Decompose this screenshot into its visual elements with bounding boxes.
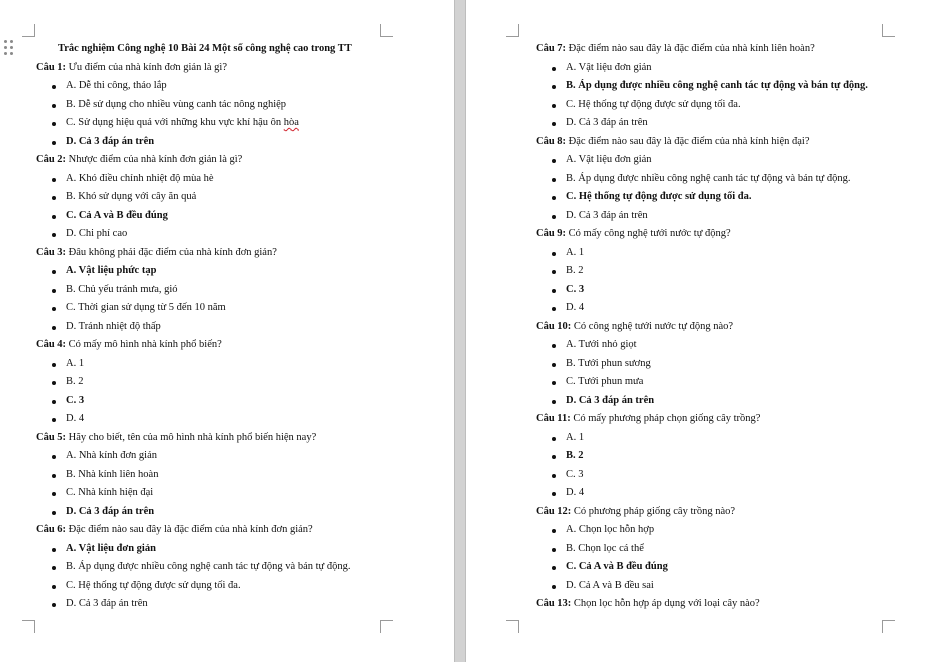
answer-option (36, 170, 436, 189)
answer-option (36, 595, 436, 614)
answer-option-text: D. Cả 3 đáp án trên (566, 394, 655, 406)
question-number: Câu 3: (36, 246, 67, 258)
answer-option-text: C. Thời gian sử dụng từ 5 đến 10 năm (66, 302, 226, 313)
question-text: Nhược điểm của nhà kính đơn giản là gì? (66, 154, 243, 165)
answer-options (536, 151, 926, 225)
question-heading (536, 133, 926, 152)
answer-option-text: B. Dễ sử dụng cho nhiều vùng canh tác nông nghiệp (66, 98, 287, 110)
answer-option-text: B. 2 (566, 450, 584, 461)
answer-option (536, 77, 926, 96)
answer-option (36, 392, 436, 411)
question-heading (36, 336, 436, 355)
answer-option (536, 114, 926, 133)
question-text: Có mấy phương pháp chọn giống cây trồng? (570, 413, 761, 424)
answer-option-text: C. Hệ thống tự động được sử dụng tối đa. (66, 579, 241, 591)
answer-option-text: B. Khó sử dụng với cây ăn quả (66, 191, 197, 202)
answer-option (36, 133, 436, 152)
answer-option (36, 96, 436, 115)
question-text: Đặc điểm nào sau đây là đặc điểm của nhà kính hiện đại? (566, 135, 810, 147)
answer-option-text: D. Cả 3 đáp án trên (66, 505, 155, 517)
question-number: Câu 7: (536, 43, 567, 54)
answer-option-text: D. Cả 3 đáp án trên (66, 598, 148, 609)
answer-option-text: C. 3 (566, 283, 585, 295)
page-content-right[interactable] (536, 40, 926, 614)
answer-option (536, 521, 926, 540)
answer-option (36, 540, 436, 559)
answer-option (536, 355, 926, 374)
answer-options (536, 429, 926, 503)
question-list-left (36, 59, 436, 614)
answer-option-text: B. Áp dụng được nhiều công nghệ canh tác tự động và bán tự động. (566, 172, 851, 184)
question-text: Chọn lọc hỗn hợp áp dụng với loại cây nào? (571, 598, 760, 609)
question-text: Đặc điểm nào sau đây là đặc điểm của nhà kính đơn giản? (66, 524, 313, 535)
answer-options (36, 262, 436, 336)
answer-option-text: B. Nhà kính liên hoàn (66, 468, 159, 480)
question-heading (536, 595, 926, 614)
question-number: Câu 9: (536, 228, 567, 239)
page-content-left[interactable] (36, 40, 436, 614)
margin-marker-bottom-left (506, 620, 519, 633)
answer-option (536, 188, 926, 207)
answer-option (36, 577, 436, 596)
question-heading (536, 225, 926, 244)
answer-options (36, 540, 436, 614)
answer-option-text: C. 3 (566, 468, 584, 480)
answer-option (536, 207, 926, 226)
question-text: Có phương pháp giống cây trồng nào? (571, 505, 736, 517)
question-heading (536, 318, 926, 337)
answer-options (36, 170, 436, 244)
page-gap (454, 0, 466, 662)
question-heading (36, 244, 436, 263)
document-page-left (0, 0, 454, 662)
margin-marker-top-right (380, 24, 393, 37)
answer-option (536, 373, 926, 392)
answer-option-text: D. Cả 3 đáp án trên (66, 135, 155, 147)
margin-marker-top-left (506, 24, 519, 37)
answer-option (536, 429, 926, 448)
answer-option (536, 170, 926, 189)
answer-options (36, 447, 436, 521)
answer-option (36, 503, 436, 522)
question-heading (536, 503, 926, 522)
question-list-right (536, 40, 926, 614)
answer-option (36, 77, 436, 96)
question-text: Ưu điểm của nhà kính đơn giản là gì? (66, 61, 227, 73)
answer-option (536, 281, 926, 300)
answer-option (536, 447, 926, 466)
question-text: Đặc điểm nào sau đây là đặc điểm của nhà kính liên hoàn? (566, 43, 815, 54)
answer-option-text: B. Áp dụng được nhiều công nghệ canh tác tự động và bán tự động. (566, 80, 868, 91)
answer-option-text: C. Cả A và B đều đúng (66, 209, 168, 221)
answer-option-text: A. Vật liệu đơn giản (566, 154, 652, 165)
answer-option (36, 281, 436, 300)
question-heading (36, 429, 436, 448)
answer-option-text: D. Cả 3 đáp án trên (566, 209, 648, 221)
answer-options (36, 355, 436, 429)
answer-option (36, 355, 436, 374)
answer-option-text: C. Tưới phun mưa (566, 376, 644, 387)
question-text: Có công nghệ tưới nước tự động nào? (571, 320, 734, 332)
answer-option (36, 262, 436, 281)
answer-option (536, 96, 926, 115)
answer-option (536, 299, 926, 318)
answer-option-text: C. Hệ thống tự động được sử dụng tối đa. (566, 191, 752, 202)
margin-marker-top-left (22, 24, 35, 37)
question-number: Câu 13: (536, 598, 572, 609)
answer-option-text: A. Dễ thi công, tháo lắp (66, 80, 167, 91)
answer-option-text: B. Áp dụng được nhiều công nghệ canh tác tự động và bán tự động. (66, 561, 351, 572)
answer-option-text: D. Cả 3 đáp án trên (566, 117, 648, 128)
answer-option (536, 262, 926, 281)
answer-option-text: A. Vật liệu đơn giản (66, 542, 156, 554)
answer-option (536, 244, 926, 263)
answer-option-text: D. 4 (66, 413, 85, 424)
answer-option (536, 336, 926, 355)
answer-option-text: A. 1 (66, 357, 85, 369)
answer-option-text: D. Cả A và B đều sai (566, 579, 654, 591)
answer-option-text: B. Chủ yếu tránh mưa, gió (66, 283, 178, 295)
margin-marker-bottom-right (882, 620, 895, 633)
answer-option-text: D. 4 (566, 302, 585, 313)
question-number: Câu 12: (536, 505, 572, 517)
answer-option-text: A. Khó điều chỉnh nhiệt độ mùa hè (66, 172, 214, 184)
answer-option-text: D. Chi phí cao (66, 228, 128, 239)
spelling-flagged-word[interactable]: hòa (283, 117, 299, 128)
answer-option (536, 540, 926, 559)
answer-option-text: A. Nhà kính đơn giản (66, 450, 157, 461)
answer-option (36, 225, 436, 244)
question-text: Đâu không phải đặc điểm của nhà kính đơn giản? (66, 246, 277, 258)
answer-option (36, 114, 436, 133)
question-text: Có mấy mô hình nhà kính phổ biến? (66, 339, 222, 350)
answer-options (536, 521, 926, 595)
question-number: Câu 2: (36, 154, 67, 165)
answer-option (36, 484, 436, 503)
answer-options (36, 77, 436, 151)
question-heading (536, 410, 926, 429)
answer-option (536, 151, 926, 170)
answer-option-text: B. 2 (566, 265, 584, 276)
answer-option (36, 373, 436, 392)
answer-option-text: C. Sử dụng hiệu quả với những khu vực khí hậu ôn (66, 117, 284, 128)
answer-option-text: A. 1 (566, 246, 585, 258)
answer-options (536, 59, 926, 133)
answer-options (536, 244, 926, 318)
answer-option (36, 299, 436, 318)
answer-option-text: A. Tưới nhỏ giọt (566, 339, 637, 350)
document-title: Trắc nghiệm Công nghệ 10 Bài 24 Một số công nghệ cao trong TT (58, 43, 352, 54)
answer-option (36, 558, 436, 577)
question-heading (36, 151, 436, 170)
answer-option (36, 207, 436, 226)
question-heading (36, 521, 436, 540)
answer-option-text: D. Tránh nhiệt độ thấp (66, 320, 161, 332)
answer-options (536, 336, 926, 410)
answer-option (536, 466, 926, 485)
answer-option-text: B. Chọn lọc cá thể (566, 542, 644, 554)
answer-option (36, 410, 436, 429)
question-heading (536, 40, 926, 59)
answer-option-text: D. 4 (566, 487, 585, 498)
answer-option-text: C. Nhà kính hiện đại (66, 487, 154, 498)
question-heading (36, 59, 436, 78)
answer-option-text: A. Vật liệu phức tạp (66, 265, 157, 276)
question-text: Có mấy công nghệ tưới nước tự động? (566, 228, 731, 239)
answer-option-text: A. 1 (566, 431, 585, 443)
margin-marker-bottom-right (380, 620, 393, 633)
answer-option (536, 392, 926, 411)
answer-option-text: C. Hệ thống tự động được sử dụng tối đa. (566, 98, 741, 110)
answer-option-text: B. Tưới phun sương (566, 357, 651, 369)
answer-option (536, 59, 926, 78)
question-number: Câu 8: (536, 135, 567, 147)
answer-option (36, 188, 436, 207)
answer-option (536, 484, 926, 503)
question-number: Câu 4: (36, 339, 67, 350)
answer-option (36, 318, 436, 337)
document-page-right (466, 0, 940, 662)
answer-option-text: C. 3 (66, 394, 85, 406)
question-number: Câu 1: (36, 61, 67, 73)
question-number: Câu 11: (536, 413, 571, 424)
question-number: Câu 6: (36, 524, 67, 535)
margin-marker-bottom-left (22, 620, 35, 633)
answer-option (36, 447, 436, 466)
question-number: Câu 10: (536, 320, 572, 332)
answer-option-text: B. 2 (66, 376, 84, 387)
question-number: Câu 5: (36, 431, 67, 443)
margin-marker-top-right (882, 24, 895, 37)
question-text: Hãy cho biết, tên của mô hình nhà kính phổ biến hiện nay? (66, 431, 317, 443)
answer-option (536, 558, 926, 577)
move-handle-icon[interactable] (4, 40, 14, 56)
answer-option (536, 577, 926, 596)
answer-option-text: A. Vật liệu đơn giản (566, 61, 652, 73)
answer-option-text: C. Cả A và B đều đúng (566, 561, 668, 572)
answer-option-text: A. Chọn lọc hỗn hợp (566, 524, 655, 535)
answer-option (36, 466, 436, 485)
